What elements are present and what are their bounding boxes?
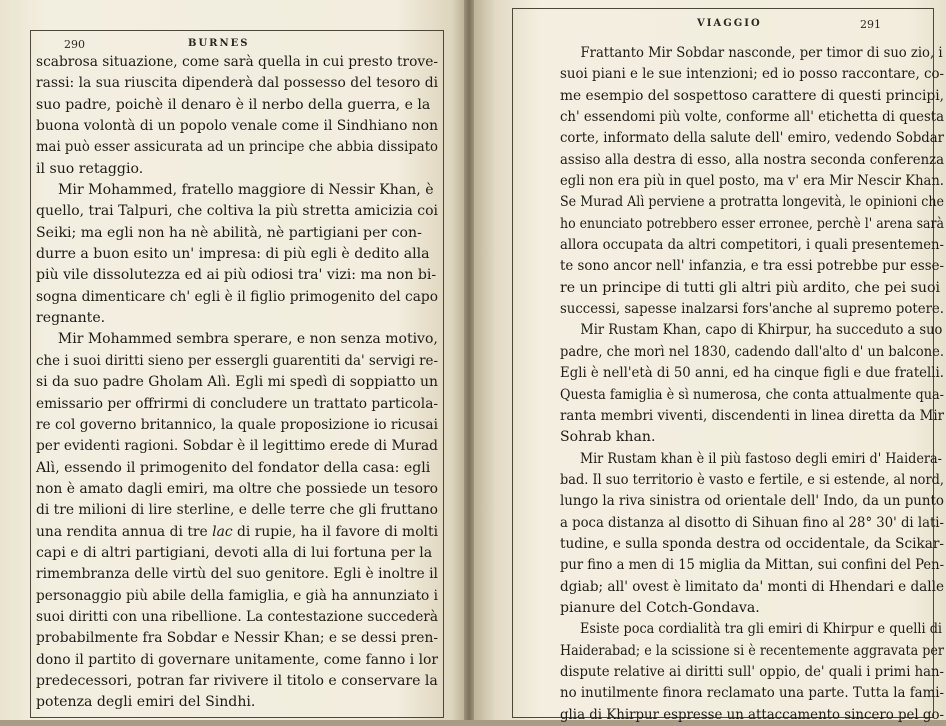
- text-line: Mir Rustam Khan, capo di Khirpur, ha succeduto a suo: [580, 322, 943, 339]
- text-line: Egli è nell'età di 50 anni, ed ha cinque figli e due fratelli.: [560, 365, 944, 382]
- left-page-text: [36, 52, 438, 714]
- text-line: Haiderabad; e la scissione si è recentemente aggravata per: [560, 642, 945, 659]
- text-line: Seiki; ma egli non ha nè abilità, nè partigiani per con-: [36, 224, 422, 241]
- text-line: si da suo padre Gholam Alì. Egli mi spedì di soppiatto un: [36, 374, 439, 391]
- text-line: a poca distanza al disotto di Sihuan fino al 28° 30' di lati-: [560, 514, 944, 531]
- text-line: emissario per offrirmi di concludere un trattato particola-: [36, 395, 439, 412]
- text-line: Mir Mohammed sembra sperare, e non senza motivo,: [57, 331, 438, 348]
- text-line: mai può esser assicurata ad un principe che abbia dissipato: [36, 139, 438, 156]
- text-line: tudine, e sulla sponda destra od occidentale, da Scikar-: [560, 535, 944, 552]
- left-page-number: 290: [64, 38, 85, 51]
- text-line: rimembranza delle virtù del suo genitore. Egli è inoltre il: [36, 566, 438, 583]
- text-line: per evidenti ragioni. Sobdar è il legittimo erede di Murad: [36, 438, 438, 455]
- right-running-head: VIAGGIO: [697, 18, 762, 29]
- text-line: ranta membri viventi, discendenti in linea diretta da Mir: [560, 407, 945, 424]
- text-line: dispute relative ai diritti sull' oppio, de' quali i primi han-: [560, 663, 945, 680]
- text-line: Mir Rustam khan è il più fastoso degli emiri d' Haidera-: [579, 450, 942, 467]
- text-line: rassi: la sua riuscita dipenderà dal possesso del tesoro di: [36, 75, 439, 92]
- text-line: dono il partito di governare unitamente, come fanno i lor: [36, 651, 439, 668]
- text-line: dgiab; all' ovest è limitato da' monti di Hhendari e dalle: [560, 578, 944, 595]
- text-line: scabrosa situazione, come sarà quella in cui presto trove-: [36, 54, 438, 70]
- text-line: Esiste poca cordialità tra gli emiri di Khirpur e quelli di: [580, 621, 943, 638]
- text-line: predecessori, potran far rivivere il titolo e conservare la: [36, 672, 438, 689]
- text-line: Se Murad Alì perviene a protratta longevità, le opinioni che: [560, 194, 945, 211]
- text-line: che i suoi diritti sieno per essergli guarentiti da' servigi re-: [36, 352, 439, 369]
- text-line: re col governo britannico, la quale proposizione io ricusai: [36, 416, 438, 433]
- text-line: re un principe di tutti gli altri più ardito, che pei suoi: [560, 279, 940, 296]
- right-page-text: [560, 43, 944, 726]
- text-line: personaggio più abile della famiglia, e già ha annunziato i: [36, 587, 438, 604]
- text-line: pur fino a men di 15 miglia da Mittan, sui confini del Pen-: [560, 557, 945, 574]
- text-line: probabilmente fra Sobdar e Nessir Khan; e se dessi pren-: [36, 630, 438, 647]
- text-line: potenza degli emiri del Sindhi.: [36, 694, 256, 711]
- text-line: allora occupata da altri competitori, i quali presentemen-: [560, 237, 945, 254]
- text-line: pianure del Cotch-Gondava.: [560, 599, 760, 616]
- text-line: successi, sapesse inalzarsi fors'anche al supremo potere.: [560, 301, 945, 318]
- text-line: padre, che morì nel 1830, cadendo dall'alto d' un balcone.: [560, 343, 944, 360]
- text-line: suo padre, poichè il denaro è il nerbo della guerra, e la: [36, 96, 431, 113]
- text-line: Frattanto Mir Sobdar nasconde, per timor di suo zio, i: [580, 45, 943, 61]
- text-line: suoi diritti con una ribellione. La contestazione succederà: [36, 608, 439, 625]
- text-line: glia di Khirpur espresse un attaccamento sincero pel go-: [560, 706, 945, 723]
- text-line: non è amato dagli emiri, ma oltre che possiede un tesoro: [36, 480, 439, 497]
- text-line: ch' essendomi più volte, conforme all' etichetta di questa: [560, 109, 945, 126]
- text-line: una rendita annua di tre lac di rupie, ha il favore di molti: [36, 523, 439, 540]
- text-line: egli non era più in quel posto, ma v' era Mir Nescir Khan.: [560, 173, 944, 190]
- text-line: no inutilmente finora reclamato una parte. Tutta la fami-: [560, 685, 945, 702]
- text-line: me esempio del sospettoso carattere di questi principi,: [560, 87, 944, 104]
- text-line: durre a buon esito un' impresa: di più egli è dedito alla: [36, 246, 430, 263]
- text-line: Mir Mohammed, fratello maggiore di Nessir Khan, è: [58, 182, 434, 199]
- text-line: suoi piani e le sue intenzioni; ed io posso raccontare, co-: [560, 66, 945, 83]
- left-page: [0, 0, 466, 720]
- text-line: Sohrab khan.: [560, 429, 656, 446]
- book-gutter: [464, 0, 474, 720]
- text-line: buona volontà di un popolo venale come il Sindhiano non: [36, 118, 439, 135]
- text-line: assiso alla destra di esso, alla nostra seconda conferenza: [560, 151, 944, 168]
- text-line: lungo la riva sinistra od orientale dell' Indo, da un punto: [560, 493, 945, 510]
- text-line: sogna dimenticare ch' egli è il figlio primogenito del capo: [36, 288, 438, 305]
- right-page: [472, 0, 946, 723]
- text-line: Questa famiglia è sì numerosa, che conta attualmente qua-: [560, 386, 944, 403]
- text-line: Alì, essendo il primogenito del fondator della casa: egli: [36, 459, 431, 476]
- left-running-head: BURNES: [188, 38, 250, 49]
- text-line: il suo retaggio.: [36, 160, 144, 177]
- text-line: quello, trai Talpuri, che coltiva la più stretta amicizia coi: [36, 203, 438, 220]
- text-line: ho enunciato potrebbero esser erronee, perchè l' arena sarà: [560, 215, 944, 232]
- text-line: capi e di altri partigiani, devoti alla di lui fortuna per la: [36, 544, 433, 561]
- text-line: corte, informato della salute dell' emiro, vedendo Sobdar: [560, 130, 945, 147]
- text-line: regnante.: [36, 310, 106, 327]
- text-line: di tre milioni di lire sterline, e delle terre che gli fruttano: [36, 502, 439, 519]
- right-page-number: 291: [860, 18, 881, 31]
- text-line: più vile dissolutezza ed ai più odiosi tra' vizi: ma non bi-: [36, 267, 437, 284]
- text-line: bad. Il suo territorio è vasto e fertile, e si estende, al nord,: [560, 471, 944, 488]
- text-line: te sono ancor nell' infanzia, e tra essi potrebbe pur esse-: [560, 258, 945, 275]
